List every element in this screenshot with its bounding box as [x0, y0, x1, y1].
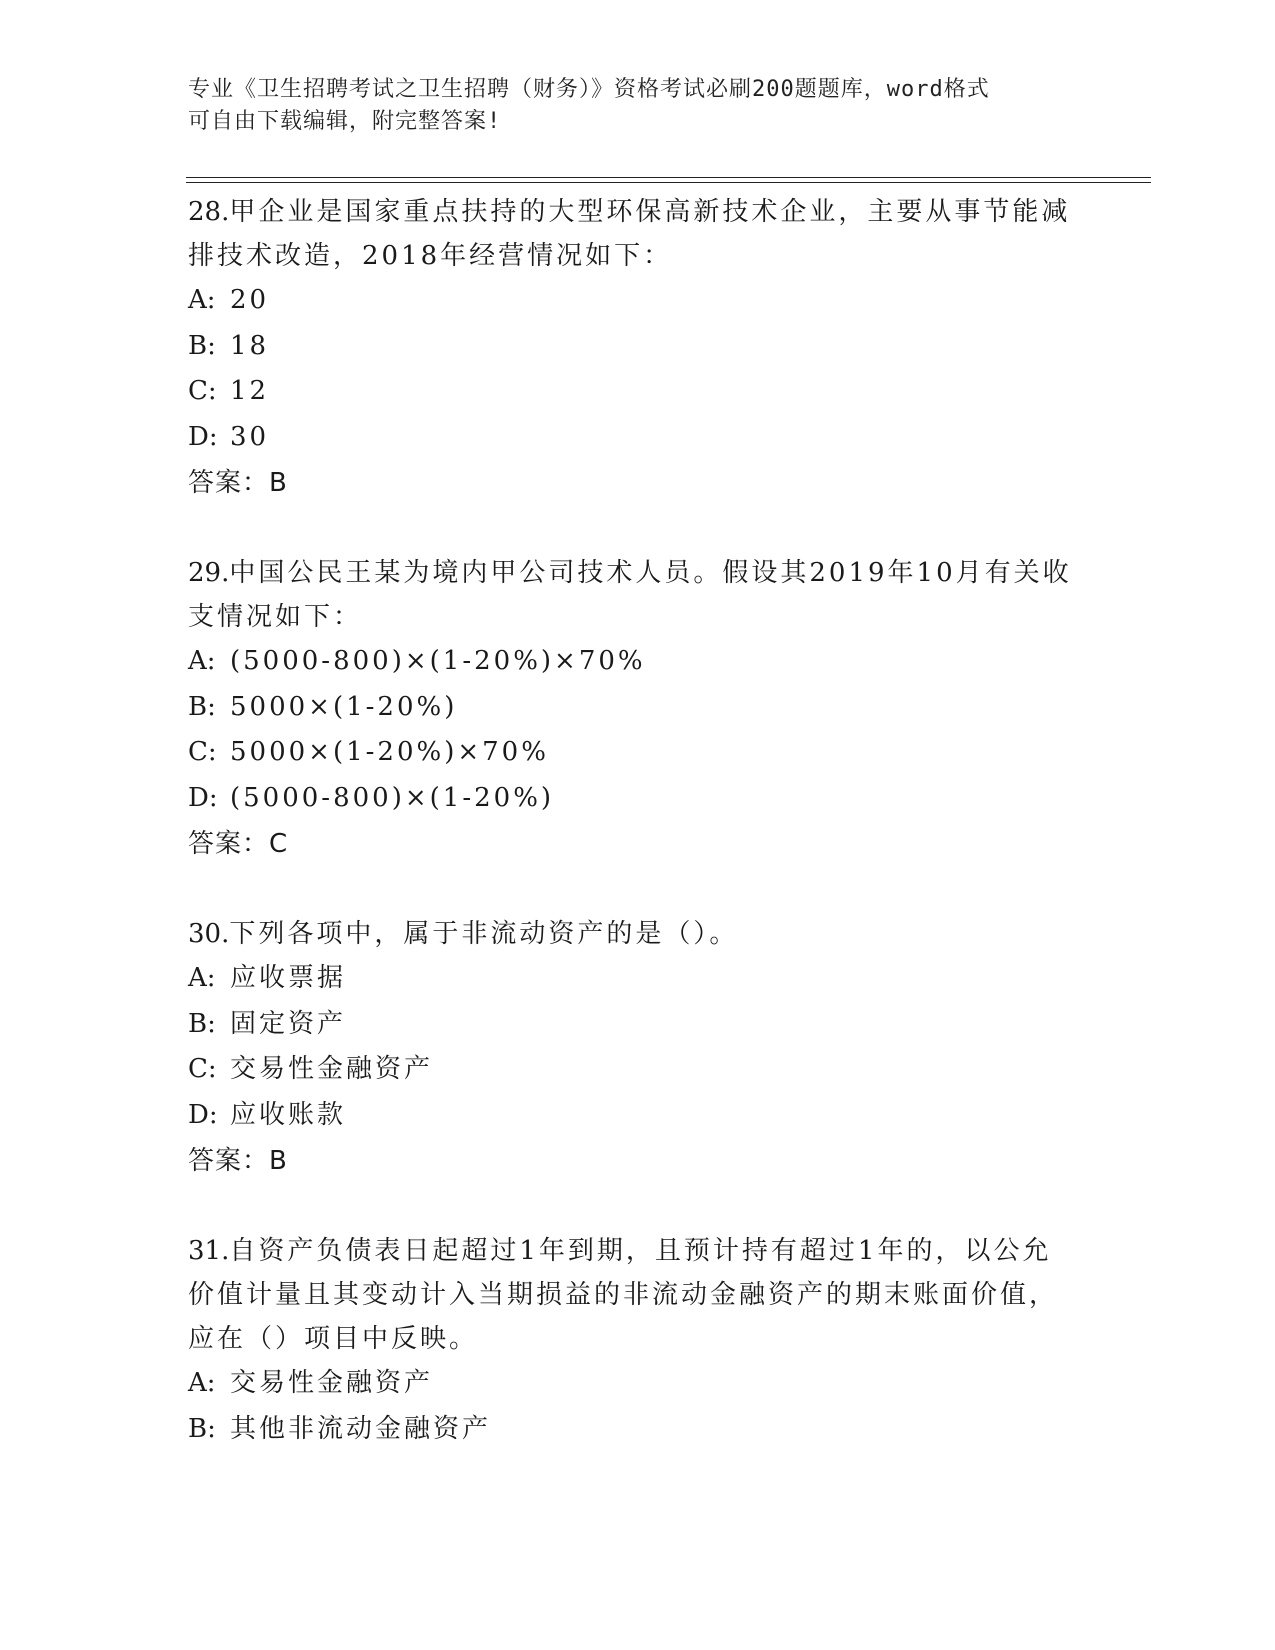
- question-text-line: 31.自资产负债表日起超过1年到期，且预计持有超过1年的，以公允: [188, 1236, 1052, 1266]
- option-a: [188, 278, 1108, 324]
- option-letter: C:: [188, 376, 217, 406]
- answer-line: 答案：B: [188, 468, 288, 498]
- option-letter: C:: [188, 737, 217, 767]
- option-value: 12: [230, 376, 270, 406]
- option-c: [188, 730, 1108, 776]
- question-31: [188, 1229, 1108, 1452]
- option-value: 应收账款: [230, 1099, 347, 1130]
- answer-line: 答案：C: [188, 829, 289, 859]
- question-text-line: 支情况如下：: [188, 602, 363, 632]
- option-c: [188, 1047, 1108, 1093]
- option-value: (5000-800)×(1-20%): [230, 782, 555, 813]
- question-number: 31.: [188, 1236, 230, 1266]
- option-value: (5000-800)×(1-20%)×70%: [230, 646, 646, 676]
- option-value: 固定资产: [230, 1008, 347, 1039]
- document-header: [188, 74, 1088, 138]
- option-letter: A:: [188, 1368, 216, 1398]
- header-divider-bottom: [186, 182, 1151, 183]
- header-line-2: 可自由下载编辑，附完整答案!: [188, 109, 502, 134]
- option-d: [188, 776, 1108, 822]
- option-a: [188, 956, 1108, 1002]
- option-letter: B:: [188, 1008, 216, 1039]
- question-number: 28.: [188, 197, 230, 227]
- question-text-line: 29.中国公民王某为境内甲公司技术人员。假设其2019年10月有关收: [188, 558, 1072, 588]
- option-letter: A:: [188, 963, 216, 993]
- question-28: [188, 190, 1108, 506]
- option-value: 18: [230, 330, 270, 361]
- question-number: 30.: [188, 919, 230, 949]
- question-text-line: 价值计量且其变动计入当期损益的非流动金融资产的期末账面价值，: [188, 1280, 1059, 1310]
- option-letter: D:: [188, 1099, 218, 1130]
- option-b: [188, 324, 1108, 370]
- option-letter: D:: [188, 782, 218, 813]
- question-30: [188, 912, 1108, 1184]
- option-letter: A:: [188, 646, 216, 676]
- option-value: 5000×(1-20%): [230, 691, 458, 722]
- option-value: 交易性金融资产: [230, 1054, 434, 1084]
- question-text-line: 30.下列各项中，属于非流动资产的是（）。: [188, 919, 739, 949]
- option-a: [188, 1361, 1108, 1407]
- option-value: 应收票据: [230, 963, 347, 993]
- option-letter: B:: [188, 330, 216, 361]
- question-text-line: 28.甲企业是国家重点扶持的大型环保高新技术企业，主要从事节能减: [188, 197, 1071, 227]
- option-letter: B:: [188, 1413, 216, 1444]
- question-text-line: 排技术改造，2018年经营情况如下：: [188, 241, 673, 271]
- option-b: [188, 1002, 1108, 1048]
- option-letter: A:: [188, 285, 216, 315]
- question-number: 29.: [188, 558, 230, 588]
- question-list: [188, 190, 1108, 1452]
- question-text-line: 应在（）项目中反映。: [188, 1324, 479, 1354]
- option-value: 5000×(1-20%)×70%: [230, 737, 549, 767]
- question-29: [188, 551, 1108, 867]
- option-a: [188, 639, 1108, 685]
- option-b: [188, 1407, 1108, 1453]
- option-value: 30: [230, 421, 270, 452]
- option-d: [188, 1093, 1108, 1139]
- option-value: 20: [230, 285, 270, 315]
- option-c: [188, 369, 1108, 415]
- option-d: [188, 415, 1108, 461]
- header-line-1: 专业《卫生招聘考试之卫生招聘（财务）》资格考试必刷200题题库，word格式: [188, 77, 990, 102]
- option-b: [188, 685, 1108, 731]
- option-letter: D:: [188, 421, 218, 452]
- answer-line: 答案：B: [188, 1146, 288, 1176]
- option-letter: C:: [188, 1054, 217, 1084]
- option-letter: B:: [188, 691, 216, 722]
- header-divider-top: [186, 177, 1151, 178]
- option-value: 其他非流动金融资产: [230, 1413, 492, 1444]
- option-value: 交易性金融资产: [230, 1368, 434, 1398]
